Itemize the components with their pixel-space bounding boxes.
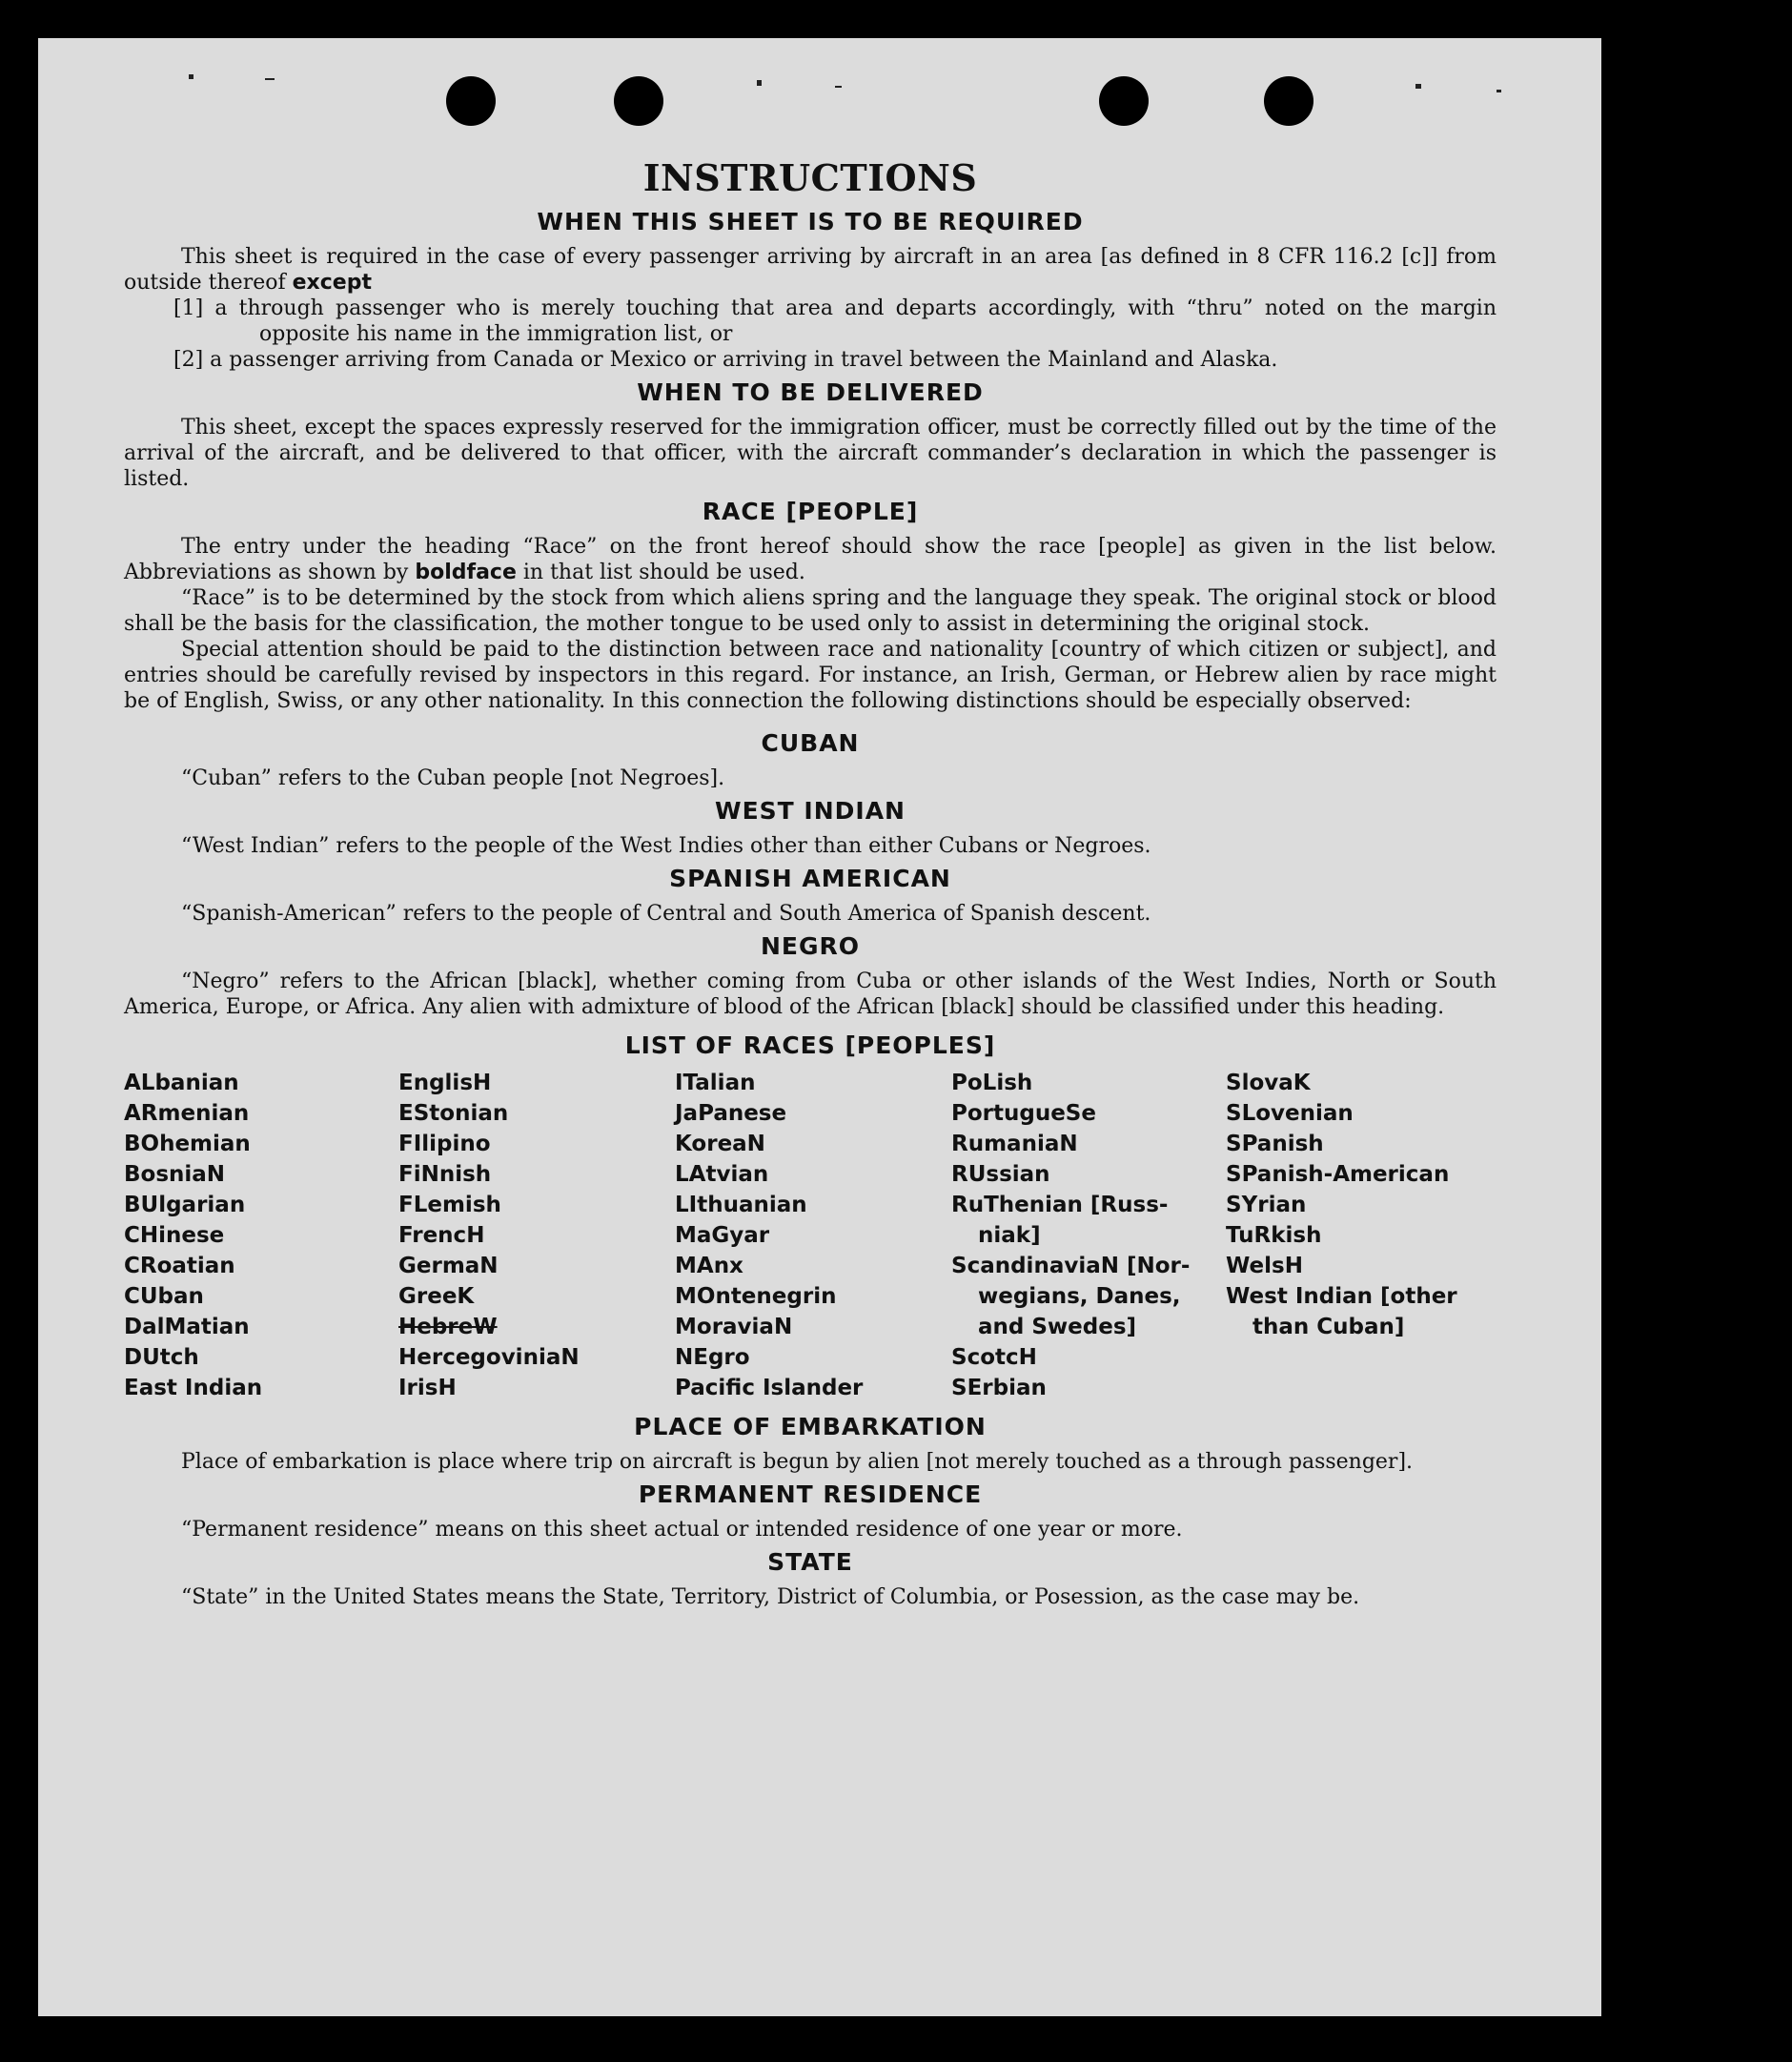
race-entry: SLovenian xyxy=(1226,1101,1354,1126)
race-entry: LAtvian xyxy=(675,1162,769,1187)
heading-race: RACE [PEOPLE] xyxy=(702,498,919,525)
race-entry: SlovaK xyxy=(1226,1071,1311,1095)
race-entry: BOhemian xyxy=(124,1132,251,1156)
race-entry: PoLish xyxy=(951,1071,1033,1095)
speck xyxy=(189,74,193,79)
races-column-5 xyxy=(1226,1068,1502,1403)
heading-when-delivered: WHEN TO BE DELIVERED xyxy=(637,378,984,406)
race-entry-continued: wegians, Danes, xyxy=(978,1284,1181,1309)
races-column-1 xyxy=(124,1068,398,1403)
race-entry: NEgro xyxy=(675,1345,750,1370)
race-entry: JaPanese xyxy=(675,1101,787,1126)
heading-west-indian: WEST INDIAN xyxy=(715,797,906,825)
race-entry: SErbian xyxy=(951,1376,1047,1400)
speck xyxy=(757,80,762,86)
delivered-text: This sheet, except the spaces expressly reserved for the immigration officer, must be correctly filled out by the time of the arrival of the aircraft, and be delivered to that officer, with the aircraft commander’s declaration in which the passenger is listed. xyxy=(124,416,1497,491)
race-entry: GermaN xyxy=(398,1254,499,1278)
race-entry: SPanish-American xyxy=(1226,1162,1450,1187)
document-page xyxy=(38,38,1601,2016)
race-entry: CRoatian xyxy=(124,1254,235,1278)
speck xyxy=(1497,90,1501,92)
race-entry: MOntenegrin xyxy=(675,1284,837,1309)
race-entry: EStonian xyxy=(398,1101,509,1126)
punch-hole-3 xyxy=(1099,76,1149,126)
races-list xyxy=(124,1068,1497,1403)
punch-hole-4 xyxy=(1264,76,1313,126)
race-entry: RUssian xyxy=(951,1162,1050,1187)
race-entry: ALbanian xyxy=(124,1071,239,1095)
race-entry: CUban xyxy=(124,1284,204,1309)
race-entry: MoraviaN xyxy=(675,1315,793,1339)
speck xyxy=(835,86,842,88)
heading-when-required: WHEN THIS SHEET IS TO BE REQUIRED xyxy=(537,208,1084,235)
race-entry: TuRkish xyxy=(1226,1223,1322,1248)
race-entry: WelsH xyxy=(1226,1254,1303,1278)
race-entry: West Indian [other xyxy=(1226,1284,1457,1309)
heading-permanent-residence: PERMANENT RESIDENCE xyxy=(638,1480,983,1508)
race-entry: IrisH xyxy=(398,1376,457,1400)
race-entry: FIlipino xyxy=(398,1132,491,1156)
race-paragraph-2: “Race” is to be determined by the stock from which aliens spring and the language they speak. The original stock or blood shall be the basis for the classification, the mother tongue to be used only to assist in determining the original stock. xyxy=(124,586,1497,636)
instructions-content xyxy=(124,154,1497,1610)
heading-negro: NEGRO xyxy=(760,932,861,960)
required-intro: This sheet is required in the case of every passenger arriving by aircraft in an area [as defined in 8 CFR 116.2 [c]] from outside thereof except xyxy=(124,245,1497,295)
race-entry: East Indian xyxy=(124,1376,263,1400)
race-entry: BosniaN xyxy=(124,1162,226,1187)
race-entry: DUtch xyxy=(124,1345,199,1370)
race-entry: ScandinaviaN [Nor- xyxy=(951,1254,1191,1278)
speck xyxy=(265,78,275,80)
race-entry: FrencH xyxy=(398,1223,485,1248)
race-entry: CHinese xyxy=(124,1223,225,1248)
state-text: “State” in the United States means the State, Territory, District of Columbia, or Posession, as the case may be. xyxy=(181,1585,1360,1609)
race-entry: HercegoviniaN xyxy=(398,1345,580,1370)
races-column-3 xyxy=(675,1068,951,1403)
embarkation-text: Place of embarkation is place where trip on aircraft is begun by alien [not merely touched as a through passenger]. xyxy=(181,1450,1414,1474)
heading-cuban: CUBAN xyxy=(761,729,860,757)
race-entry: ARmenian xyxy=(124,1101,250,1126)
races-column-4 xyxy=(951,1068,1226,1403)
race-entry: ScotcH xyxy=(951,1345,1037,1370)
races-column-2 xyxy=(398,1068,675,1403)
race-entry: RuThenian [Russ- xyxy=(951,1193,1169,1217)
negro-text: “Negro” refers to the African [black], whether coming from Cuba or other islands of the West Indies, North or South America, Europe, or Africa. Any alien with admixture of blood of the African [black] should be classified under this heading. xyxy=(124,970,1497,1019)
spanish-american-text: “Spanish-American” refers to the people of Central and South America of Spanish descent. xyxy=(181,902,1151,926)
race-entry-struck: HebreW xyxy=(398,1315,498,1339)
race-entry-continued: and Swedes] xyxy=(978,1315,1137,1339)
race-entry: Pacific Islander xyxy=(675,1376,864,1400)
race-entry: EnglisH xyxy=(398,1071,492,1095)
speck xyxy=(1415,84,1421,89)
heading-spanish-american: SPANISH AMERICAN xyxy=(669,865,951,892)
required-item-2: [2] a passenger arriving from Canada or Mexico or arriving in travel between the Mainland and Alaska. xyxy=(173,348,1278,372)
race-entry: KoreaN xyxy=(675,1132,765,1156)
heading-list-of-races: LIST OF RACES [PEOPLES] xyxy=(624,1031,996,1059)
race-entry-continued: niak] xyxy=(978,1223,1041,1248)
race-entry: GreeK xyxy=(398,1284,475,1309)
punch-hole-2 xyxy=(614,76,663,126)
page-title: INSTRUCTIONS xyxy=(642,156,978,199)
race-entry: PortugueSe xyxy=(951,1101,1096,1126)
race-entry: MaGyar xyxy=(675,1223,770,1248)
cuban-text: “Cuban” refers to the Cuban people [not Negroes]. xyxy=(181,766,725,790)
required-item-1: [1] a through passenger who is merely touching that area and departs accordingly, with “thru” noted on the margin opposite his name in the immigration list, or xyxy=(173,296,1497,346)
race-entry-continued: than Cuban] xyxy=(1252,1315,1405,1339)
race-entry: ITalian xyxy=(675,1071,756,1095)
race-entry: RumaniaN xyxy=(951,1132,1078,1156)
race-entry: BUlgarian xyxy=(124,1193,246,1217)
race-entry: MAnx xyxy=(675,1254,743,1278)
punch-hole-1 xyxy=(446,76,496,126)
race-entry: FiNnish xyxy=(398,1162,492,1187)
race-entry: DalMatian xyxy=(124,1315,250,1339)
race-entry: LIthuanian xyxy=(675,1193,807,1217)
heading-place-of-embarkation: PLACE OF EMBARKATION xyxy=(634,1413,987,1440)
residence-text: “Permanent residence” means on this sheet actual or intended residence of one year or more. xyxy=(181,1518,1183,1541)
heading-state: STATE xyxy=(767,1548,853,1576)
race-paragraph-3: Special attention should be paid to the distinction between race and nationality [country of which citizen or subject], and entries should be carefully revised by inspectors in this regard. For instance, an Irish, German, or Hebrew alien by race might be of English, Swiss, or any other nationality. In this connection the following distinctions should be especially observed: xyxy=(124,638,1497,713)
race-entry: FLemish xyxy=(398,1193,501,1217)
race-entry: SPanish xyxy=(1226,1132,1324,1156)
race-entry: SYrian xyxy=(1226,1193,1307,1217)
race-paragraph-1: The entry under the heading “Race” on the front hereof should show the race [people] as given in the list below. Abbreviations as shown by boldface in that list should be used. xyxy=(124,535,1497,584)
west-indian-text: “West Indian” refers to the people of the West Indies other than either Cubans or Negroes. xyxy=(181,834,1151,858)
